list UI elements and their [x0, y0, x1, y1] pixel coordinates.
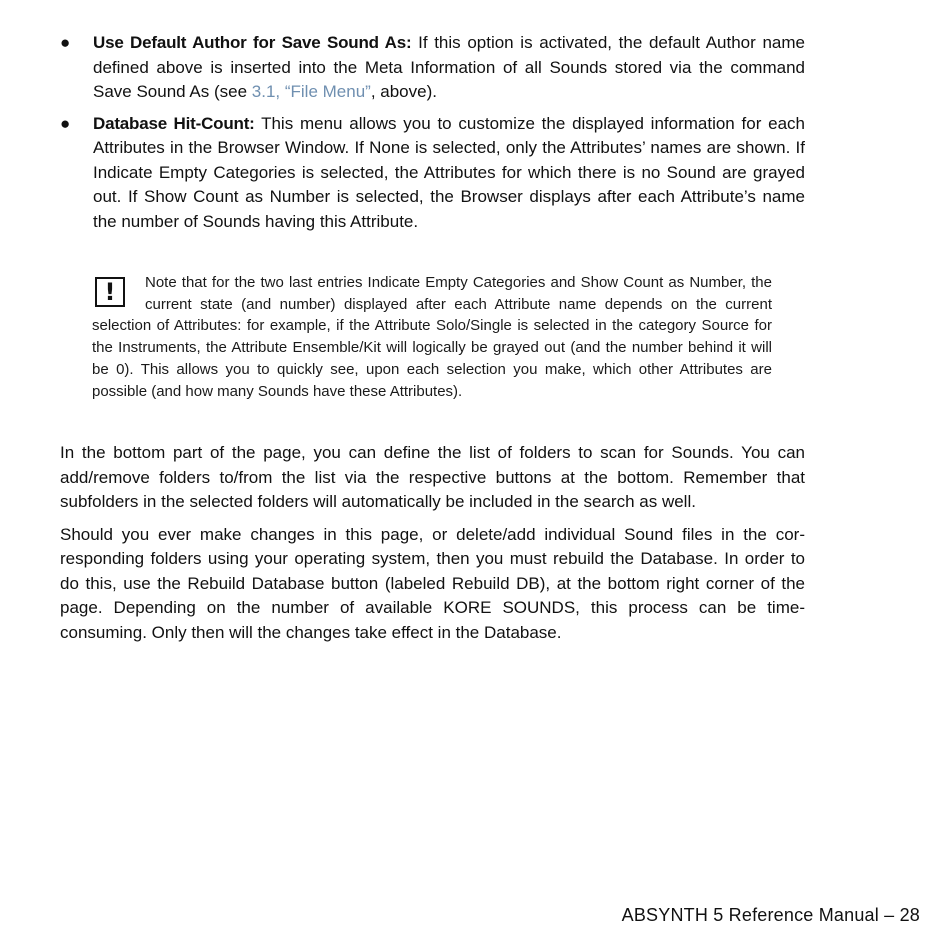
- note-text: Note that for the two last entries Indicate Empty Categories and Show Count as Number, the current state (and number) displayed after each Attribute name depends on the current selection of Attributes: for example, if the Attribute Solo/Single is selected in the category Source for the Instruments, the Attribute Ensemble/Kit will logically be grayed out (and the number behind it will be 0). This allows you to quickly see, upon each selection you make, which other Attributes are possible (and how many Sounds have these Attributes).: [92, 274, 772, 400]
- bullet-item-hit-count: [60, 112, 805, 235]
- body-text: [60, 441, 805, 653]
- file-menu-link[interactable]: 3.1, “File Menu”: [251, 82, 371, 101]
- bullet-item-default-author: [60, 31, 805, 105]
- paragraph-folders: In the bottom part of the page, you can define the list of folders to scan for Sounds. You can add/remove folders to/from the list via the respective buttons at the bottom. Remember that subfolders in the selected folders will automatically be included in the search as well.: [60, 443, 805, 511]
- bullet-dot-icon: ●: [60, 113, 71, 133]
- options-bullet-list: [60, 31, 805, 241]
- bullet-text: If this option is activated, the default Author name defined above is inserted into the Meta Information of all Sounds stored via the command Save Sound As (see: [93, 33, 805, 101]
- bullet-term: Use Default Author for Save Sound As:: [93, 33, 412, 52]
- note-box: [92, 272, 772, 402]
- paragraph-rebuild-database: Should you ever make changes in this page, or delete/add individual Sound files in the corresponding folders using your operating system, then you must rebuild the Database. In order to do this, use the Rebuild Database button (labeled Rebuild DB), at the bottom right corner of the page. Depending on the number of available KORE SOUNDS, this process can be time-consuming. Only then will the changes take effect in the Database.: [60, 524, 805, 642]
- bullet-text-end: , above).: [370, 82, 437, 101]
- exclamation-icon: !: [95, 277, 125, 307]
- bullet-dot-icon: ●: [60, 33, 71, 52]
- page-footer: ABSYNTH 5 Reference Manual – 28: [621, 905, 920, 925]
- bullet-term: Database Hit-Count:: [93, 113, 255, 133]
- bullet-text: This menu allows you to customize the displayed information for each Attributes in the Browser Window. If None is selected, only the Attributes’ names are shown. If Indicate Empty Categories is selected, the Attributes for which there is no Sound are grayed out. If Show Count as Number is selected, the Browser displays after each Attribute’s name the number of Sounds having this Attribute.: [93, 113, 805, 231]
